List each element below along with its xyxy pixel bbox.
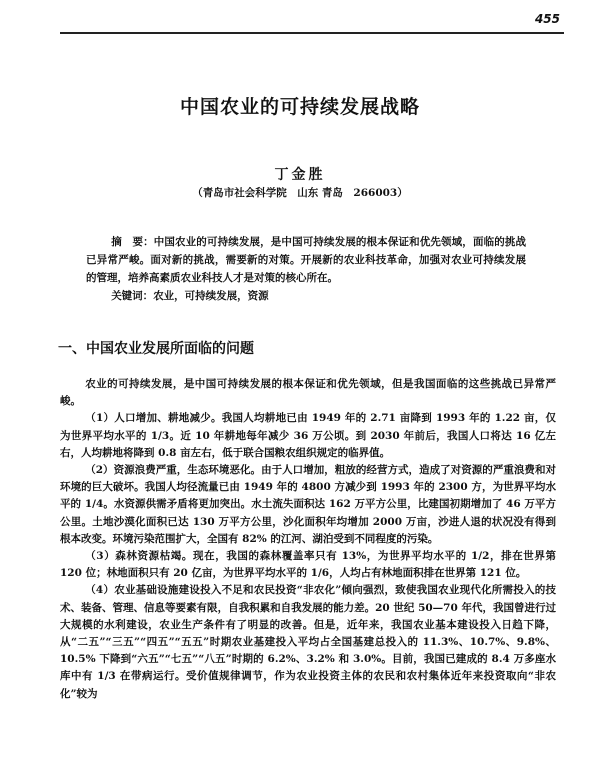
body-paragraph-intro: 农业的可持续发展，是中国可持续发展的根本保证和优先领域，但是我国面临的这些挑战已异常严峻。	[60, 378, 556, 408]
article-author: 丁金胜	[274, 167, 326, 183]
section-heading: 一、中国农业发展所面临的问题	[58, 341, 254, 357]
body-text	[60, 376, 556, 703]
keywords-label: 关键词：	[111, 290, 154, 302]
body-paragraph-1: （1）人口增加、耕地减少。我国人均耕地已由 1949 年的 2.71 亩降到 1993 年的 1.22 亩，仅为世界平均水平的 1/3。近 10 年耕地每年减少 36 万公顷。到 2030 年前后，我国人口将达 16 亿左右，人均耕地将降到 0.8 亩左右，低于联合国粮农组织规定的临界值。	[60, 412, 556, 459]
abstract-block	[86, 233, 526, 305]
header-rule	[60, 32, 564, 34]
body-paragraph-4: （4）农业基础设施建设投入不足和农民投资“非农化”倾向强烈，致使我国农业现代化所需投入的技术、装备、管理、信息等要素有限，自我积累和自我发展的能力差。20 世纪 50—70 年代，我国曾进行过大规模的水利建设，农业生产条件有了明显的改善。但是，近年来，我国农业基本建设投入日趋下降，从“二五”“三五”“四五”“五五”时期农业基建投入平均占全国基建总投入的 11.3%、10.7%、9.8%、10.5% 下降到“六五”“七五”“八五”时期的 6.2%、3.2% 和 3.0%。目前，我国已建成的 8.4 万多座水库中有 1/3 在带病运行。受价值规律调节，作为农业投资主体的农民和农村集体近年来投资取向“非农化”较为	[60, 584, 556, 700]
page-number: 455	[534, 12, 560, 26]
article-title: 中国农业的可持续发展战略	[179, 96, 420, 118]
abstract-paragraph	[86, 233, 526, 287]
keywords-line	[86, 287, 526, 305]
body-paragraph-3: （3）森林资源枯竭。现在，我国的森林覆盖率只有 13%，为世界平均水平的 1/2，排在世界第 120 位；林地面积只有 20 亿亩，为世界平均水平的 1/6，人均占有林地面积排在世界第 121 位。	[60, 550, 556, 580]
abstract-label: 摘 要：	[111, 236, 154, 248]
keywords-text: 农业，可持续发展，资源	[153, 290, 269, 302]
author-affiliation: （青岛市社会科学院 山东 青岛 266003）	[192, 187, 408, 199]
body-paragraph-2: （2）资源浪费严重，生态环境恶化。由于人口增加，粗放的经营方式，造成了对资源的严重浪费和对环境的巨大破坏。我国人均径流量已由 1949 年的 4800 方减少到 1993 年的 2300 方，为世界平均水平的 1/4。水资源供需矛盾将更加突出。水土流失面积达 162 万平方公里，比建国初期增加了 46 万平方公里。土地沙漠化面积已达 130 万平方公里，沙化面积年均增加 2000 万亩，沙进人退的状况没有得到根本改变。环境污染范围扩大，全国有 82% 的江河、湖泊受到不同程度的污染。	[60, 464, 556, 545]
abstract-text: 中国农业的可持续发展，是中国可持续发展的根本保证和优先领域，面临的挑战已异常严峻。面对新的挑战，需要新的对策。开展新的农业科技革命，加强对农业可持续发展的管理，培养高素质农业科技人才是对策的核心所在。	[86, 236, 527, 284]
